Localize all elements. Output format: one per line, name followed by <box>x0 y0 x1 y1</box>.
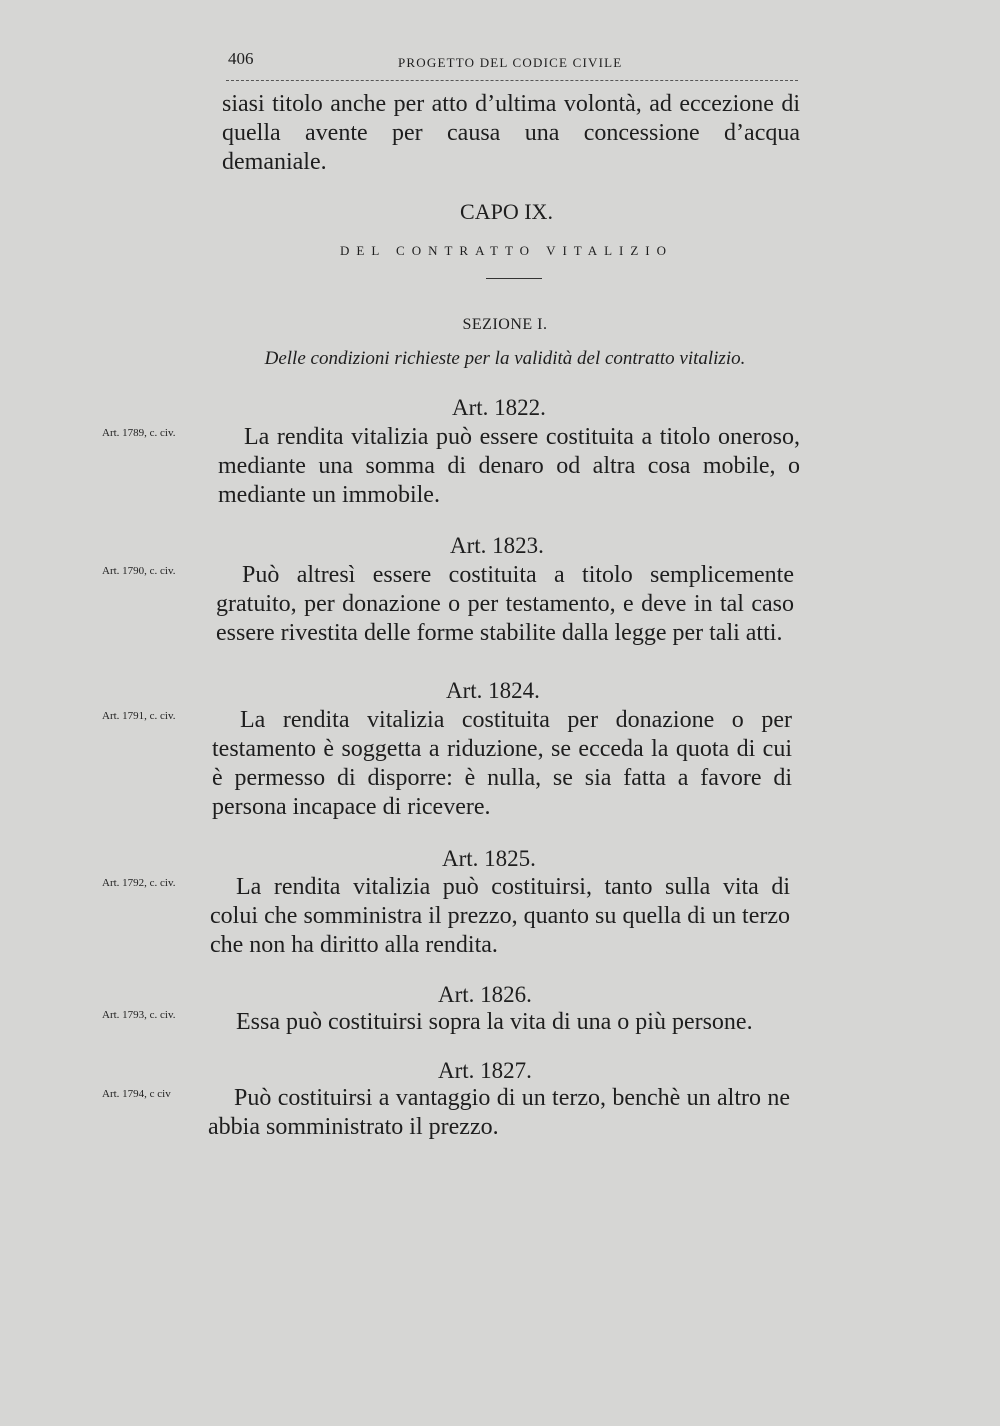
article-heading: Art. 1823. <box>450 533 544 558</box>
article-heading: Art. 1822. <box>452 395 546 420</box>
margin-reference: Art. 1793, c. civ. <box>102 1009 176 1021</box>
article-heading: Art. 1825. <box>442 846 536 871</box>
margin-reference: Art. 1794, c civ <box>102 1088 171 1100</box>
article-text: Essa può costituirsi sopra la vita di una o più persone. <box>236 1009 753 1035</box>
article-text: Può costituirsi a vantaggio di un terzo, benchè un altro ne abbia somministrato il prezzo. <box>208 1085 790 1140</box>
article-heading: Art. 1824. <box>446 678 540 703</box>
chapter-divider <box>486 278 542 279</box>
margin-reference: Art. 1789, c. civ. <box>102 427 176 439</box>
continuation-paragraph: siasi titolo anche per atto d’ultima volontà, ad eccezione di quella avente per causa una concessione d’acqua demaniale. <box>222 91 800 175</box>
article-text: La rendita vitalizia può essere costituita a titolo oneroso, mediante una somma di denaro od altra cosa mobile, o mediante un immobile. <box>218 424 800 508</box>
header-rule <box>226 80 798 81</box>
chapter-subtitle: DEL CONTRATTO VITALIZIO <box>339 243 674 258</box>
margin-reference: Art. 1790, c. civ. <box>102 565 176 577</box>
article-text: Può altresì essere costituita a titolo semplicemente gratuito, per donazione o per testamento, e deve in tal caso essere rivestita delle forme stabilite dalla legge per tali atti. <box>216 562 794 646</box>
section-title: SEZIONE I. <box>462 316 548 333</box>
page-number: 406 <box>228 49 254 68</box>
running-head: PROGETTO DEL CODICE CIVILE <box>398 55 623 70</box>
article-text: La rendita vitalizia può costituirsi, tanto sulla vita di colui che somministra il prezzo, quanto su quella di un terzo che non ha diritto alla rendita. <box>210 874 790 958</box>
margin-reference: Art. 1791, c. civ. <box>102 710 176 722</box>
article-text: La rendita vitalizia costituita per donazione o per testamento è soggetta a riduzione, se ecceda la quota di cui è permesso di disporre: è nulla, se sia fatta a favore di persona incapace di ricevere. <box>212 707 792 820</box>
chapter-title: CAPO IX. <box>460 199 553 224</box>
article-heading: Art. 1826. <box>438 982 532 1007</box>
article-heading: Art. 1827. <box>438 1058 532 1083</box>
margin-reference: Art. 1792, c. civ. <box>102 877 176 889</box>
section-subtitle: Delle condizioni richieste per la validità del contratto vitalizio. <box>264 348 746 369</box>
